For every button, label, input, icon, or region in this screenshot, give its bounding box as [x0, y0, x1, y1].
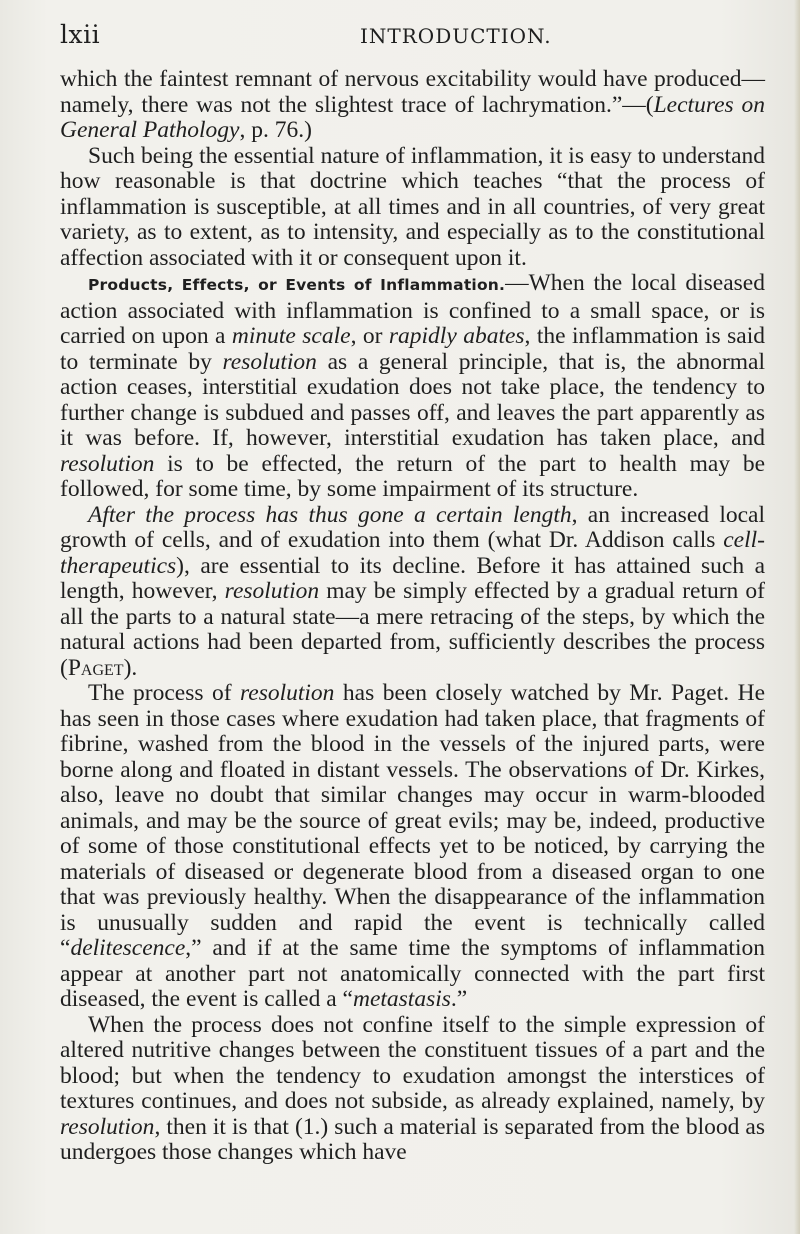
text-run: has been closely watched by Mr. Paget. He has seen in those cases where exudation had taken place, that fragments of fibrine, washed from the blood in the vessels of the injured parts, were borne along and floated in distant vessels. The observations of Dr. Kirkes, also, leave no doubt that similar changes may occur in warm-blooded animals, and may be the source of great evils; may be, indeed, productive of some of those constitutional effects yet to be noticed, by carrying the materials of diseased or degenerate blood from a diseased organ to one that was previously healthy. When the disappearance of the inflammation is unusually sudden and rapid the event is technically called “ — [60, 680, 766, 961]
author-name: Paget — [67, 654, 124, 681]
emphasis: After the process has thus gone a certain length — [88, 501, 572, 528]
page-number: lxii — [60, 20, 101, 49]
text-run: , the inflammation is said to terminate by — [60, 323, 765, 375]
text-run: which the faintest remnant of nervous excitability would have produced—namely, there was not the slightest trace of lachrymation.”—( — [60, 66, 765, 118]
text-run: , p. 76.) — [239, 117, 312, 143]
emphasis: rapidly abates — [388, 323, 525, 349]
running-head: INTRODUCTION. — [360, 24, 552, 48]
page-edge-shadow — [794, 0, 800, 1234]
paragraph-2 — [60, 144, 765, 272]
citation-title: Lectures on General Pathology — [60, 91, 765, 143]
text-run: , an increased local growth of cells, and of exudation into them (what Dr. Addison calls — [60, 501, 765, 553]
paragraph-1 — [60, 67, 765, 144]
emphasis: minute scale — [231, 323, 351, 349]
text-run: When the process does not confine itself to the simple expression of altered nutritive changes between the constituent tissues of a part and the blood; but when the tendency to exudation amongst the interstices of textures continues, and does not subside, as already explained, namely, by — [60, 1011, 765, 1114]
emphasis: resolution — [60, 450, 155, 477]
text-run: —When the local diseased action associated with inflammation is confined to a small space, or is carried on upon a — [60, 270, 765, 349]
text-run: may be simply effected by a gradual return of all the parts to a natural state—a mere retracing of the steps, by which the natural actions had been departed from, sufficiently describes the process ( — [60, 578, 765, 681]
text-run: is to be effected, the return of the part to health may be followed, for some time, by some impairment of its structure. — [60, 450, 765, 502]
page-header — [60, 20, 760, 56]
emphasis: resolution — [222, 348, 317, 375]
body-text — [60, 67, 765, 1166]
emphasis: resolution — [240, 680, 335, 706]
section-sidehead: Products, Effects, or Events of Inflammation. — [88, 276, 506, 294]
emphasis: resolution — [60, 1113, 155, 1140]
text-run: as a general principle, that is, the abnormal action ceases, interstitial exudation does not take place, the tendency to further change is subdued and passes off, and leaves the part apparently as it was before. If, however, interstitial exudation has taken place, and — [60, 348, 766, 451]
paragraph-3 — [60, 271, 765, 503]
text-run: ,” and if at the same time the symptoms of inflammation appear at another part not anatomically connected with the part first diseased, the event is called a “ — [60, 935, 765, 1012]
emphasis: delitescence — [70, 935, 186, 961]
paragraph-6 — [60, 1013, 765, 1166]
text-run: .” — [450, 986, 468, 1012]
text-run: ). — [123, 654, 138, 681]
emphasis: metastasis — [352, 986, 451, 1012]
text-run: , or — [350, 323, 389, 349]
paragraph-5 — [60, 681, 765, 1013]
text-run: ), are essential to its decline. Before it has attained such a length, however, — [60, 552, 765, 604]
text-run: , then it is that (1.) such a material is separated from the blood as undergoes those changes which have — [60, 1113, 765, 1165]
paragraph-4 — [60, 503, 765, 682]
emphasis: resolution — [224, 578, 320, 604]
text-run: The process of — [88, 680, 240, 706]
text-run: Such being the essential nature of inflammation, it is easy to understand how reasonable is that doctrine which teaches “that the process of inflammation is susceptible, at all times and in all countries, of very great variety, as to extent, as to intensity, and especially as to the constitutional affection associated with it or consequent upon it. — [60, 142, 765, 271]
emphasis: cell-therapeutics — [60, 527, 765, 579]
